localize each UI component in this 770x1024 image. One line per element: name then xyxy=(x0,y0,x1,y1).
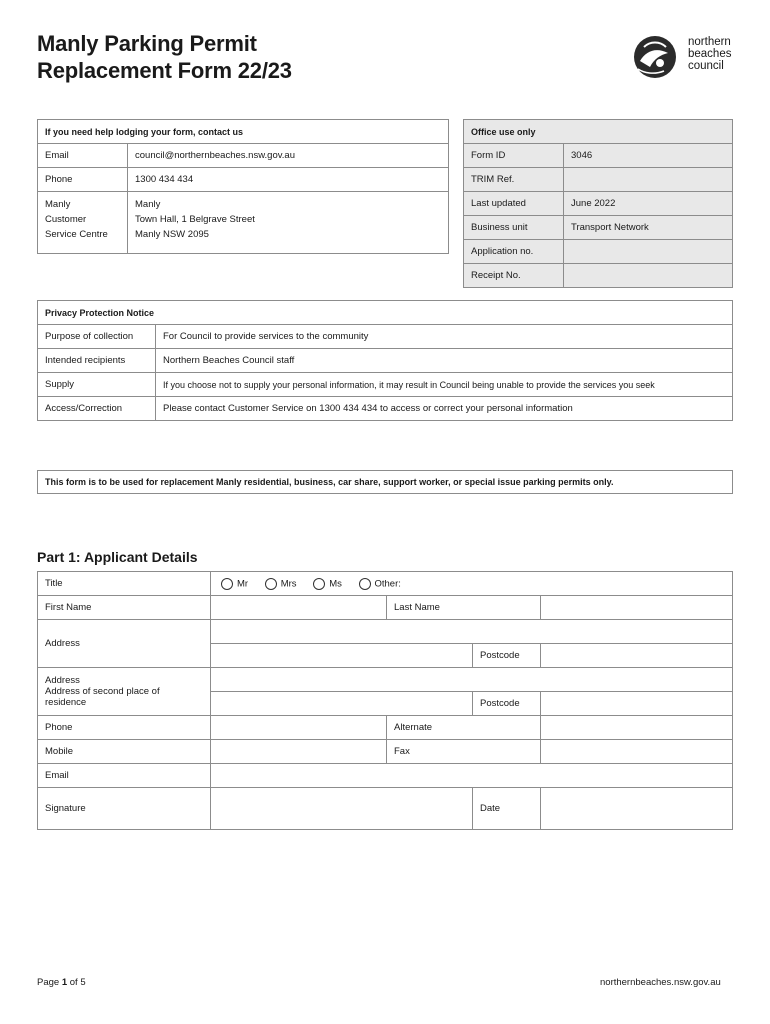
email-label: Email xyxy=(38,764,211,788)
email-field[interactable] xyxy=(211,764,733,788)
radio-icon[interactable] xyxy=(265,578,277,590)
fax-label: Fax xyxy=(387,740,541,764)
first-name-label: First Name xyxy=(38,596,211,620)
alternate-field[interactable] xyxy=(541,716,733,740)
page-title xyxy=(37,30,292,84)
phone-value[interactable]: 1300 434 434 xyxy=(128,168,449,192)
centre-value: Manly Town Hall, 1 Belgrave Street Manly NSW 2095 xyxy=(128,192,449,254)
office-label: TRIM Ref. xyxy=(464,168,564,192)
phone-field[interactable] xyxy=(211,716,387,740)
last-name-label: Last Name xyxy=(387,596,541,620)
mobile-field[interactable] xyxy=(211,740,387,764)
office-value xyxy=(564,168,733,192)
date-field[interactable] xyxy=(541,788,733,830)
page-number: Page 1 of 5 xyxy=(37,977,86,988)
phone-label: Phone xyxy=(38,168,128,192)
email-value[interactable]: council@northernbeaches.nsw.gov.au xyxy=(128,144,449,168)
privacy-value: For Council to provide services to the community xyxy=(156,325,733,349)
privacy-label: Supply xyxy=(38,373,156,397)
office-label: Receipt No. xyxy=(464,264,564,288)
office-value: 3046 xyxy=(564,144,733,168)
date-label: Date xyxy=(473,788,541,830)
office-heading: Office use only xyxy=(464,120,733,144)
website-link[interactable]: northernbeaches.nsw.gov.au xyxy=(600,977,721,988)
privacy-heading: Privacy Protection Notice xyxy=(38,301,733,325)
email-label: Email xyxy=(38,144,128,168)
last-name-field[interactable] xyxy=(541,596,733,620)
postcode-field[interactable] xyxy=(541,644,733,668)
address-label: Address xyxy=(38,620,211,668)
office-label: Last updated xyxy=(464,192,564,216)
applicant-details-table xyxy=(37,571,733,830)
signature-label: Signature xyxy=(38,788,211,830)
title-options xyxy=(211,572,733,596)
page-title-line2: Replacement Form 22/23 xyxy=(37,58,292,83)
title-label: Title xyxy=(38,572,211,596)
radio-icon[interactable] xyxy=(221,578,233,590)
title-option-mrs[interactable]: Mrs xyxy=(265,578,297,590)
centre-label: Manly Customer Service Centre xyxy=(38,192,128,254)
help-heading: If you need help lodging your form, contact us xyxy=(38,120,449,144)
title-option-other[interactable]: Other: xyxy=(359,578,401,590)
office-value: Transport Network xyxy=(564,216,733,240)
privacy-value: If you choose not to supply your personal information, it may result in Council being unable to provide the services you seek xyxy=(156,373,733,397)
address-field-line2[interactable] xyxy=(211,644,473,668)
part1-heading: Part 1: Applicant Details xyxy=(37,549,198,565)
privacy-label: Purpose of collection xyxy=(38,325,156,349)
address2-field-line2[interactable] xyxy=(211,692,473,716)
phone-label: Phone xyxy=(38,716,211,740)
office-value xyxy=(564,264,733,288)
privacy-label: Access/Correction xyxy=(38,397,156,421)
office-label: Form ID xyxy=(464,144,564,168)
postcode2-label: Postcode xyxy=(473,692,541,716)
postcode-label: Postcode xyxy=(473,644,541,668)
signature-field[interactable] xyxy=(211,788,473,830)
form-notice: This form is to be used for replacement Manly residential, business, car share, support worker, or special issue parking permits only. xyxy=(37,470,733,494)
address-field-line1[interactable] xyxy=(211,620,733,644)
office-label: Application no. xyxy=(464,240,564,264)
logo-text: northern beaches council xyxy=(688,36,732,72)
office-value xyxy=(564,240,733,264)
alternate-label: Alternate xyxy=(387,716,541,740)
help-contact-table xyxy=(37,119,449,254)
office-label: Business unit xyxy=(464,216,564,240)
privacy-table xyxy=(37,300,733,421)
address2-field-line1[interactable] xyxy=(211,668,733,692)
privacy-label: Intended recipients xyxy=(38,349,156,373)
postcode2-field[interactable] xyxy=(541,692,733,716)
privacy-value: Please contact Customer Service on 1300 434 434 to access or correct your personal information xyxy=(156,397,733,421)
page-title-line1: Manly Parking Permit xyxy=(37,31,257,56)
privacy-value: Northern Beaches Council staff xyxy=(156,349,733,373)
address2-label: Address Address of second place of residence xyxy=(38,668,211,716)
first-name-field[interactable] xyxy=(211,596,387,620)
mobile-label: Mobile xyxy=(38,740,211,764)
office-value: June 2022 xyxy=(564,192,733,216)
radio-icon[interactable] xyxy=(359,578,371,590)
office-use-table xyxy=(463,119,733,288)
title-option-mr[interactable]: Mr xyxy=(221,578,248,590)
radio-icon[interactable] xyxy=(313,578,325,590)
fax-field[interactable] xyxy=(541,740,733,764)
title-option-ms[interactable]: Ms xyxy=(313,578,342,590)
